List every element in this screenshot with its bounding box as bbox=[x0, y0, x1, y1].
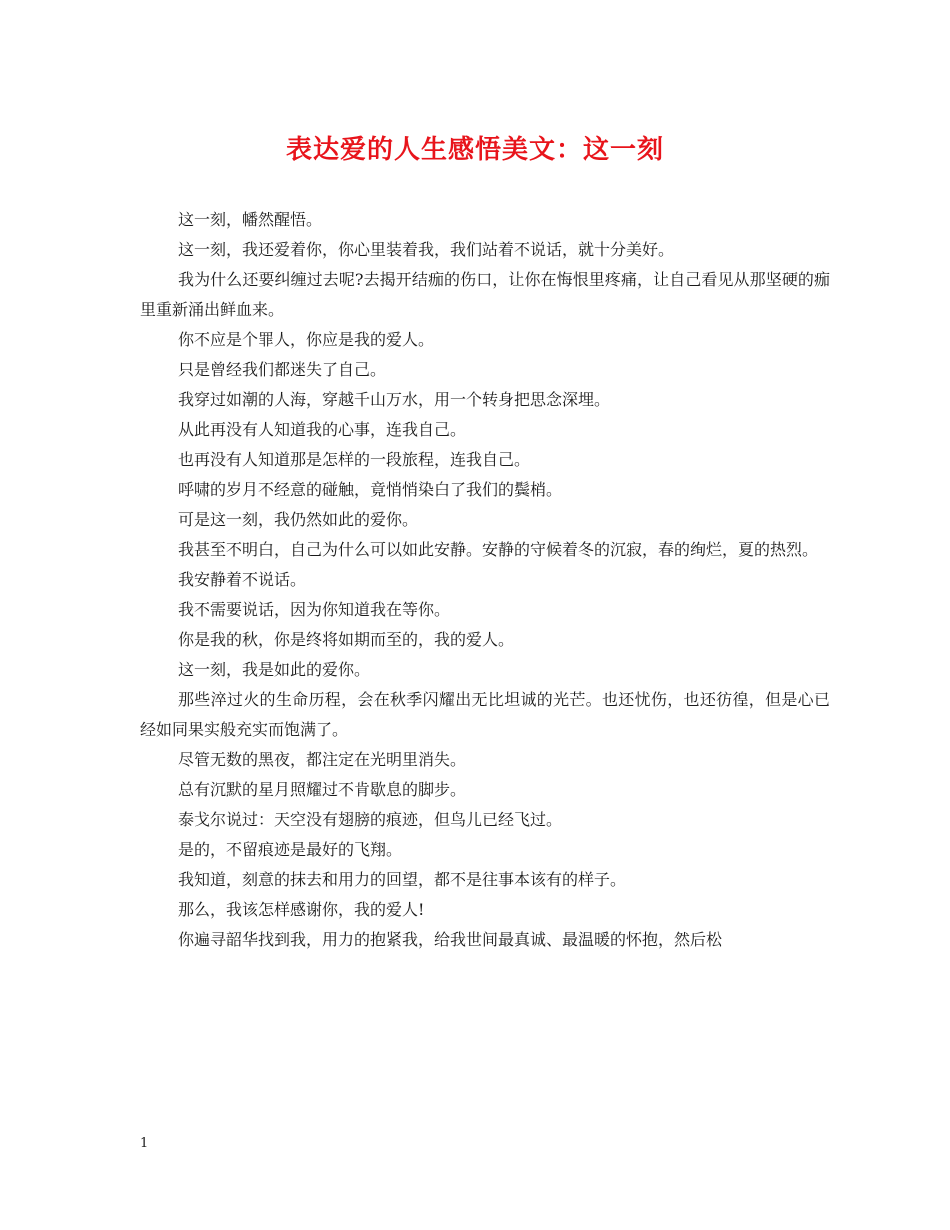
paragraph: 从此再没有人知道我的心事，连我自己。 bbox=[178, 420, 467, 439]
paragraph: 那么，我该怎样感谢你，我的爱人! bbox=[178, 900, 425, 919]
paragraph: 呼啸的岁月不经意的碰触，竟悄悄染白了我们的鬓梢。 bbox=[178, 480, 563, 499]
paragraph: 我不需要说话，因为你知道我在等你。 bbox=[178, 600, 451, 619]
paragraph: 你不应是个罪人，你应是我的爱人。 bbox=[178, 330, 435, 349]
paragraph: 是的，不留痕迹是最好的飞翔。 bbox=[178, 840, 403, 859]
paragraph: 那些淬过火的生命历程，会在秋季闪耀出无比坦诚的光芒。也还忧伤，也还彷徨，但是心已经如同果实般充实而饱满了。 bbox=[140, 690, 830, 739]
paragraph: 你是我的秋，你是终将如期而至的，我的爱人。 bbox=[178, 630, 515, 649]
paragraph: 尽管无数的黑夜，都注定在光明里消失。 bbox=[178, 750, 467, 769]
article-body bbox=[140, 205, 830, 955]
paragraph: 这一刻，我是如此的爱你。 bbox=[178, 660, 371, 679]
paragraph: 我安静着不说话。 bbox=[178, 570, 307, 589]
paragraph: 我穿过如潮的人海，穿越千山万水，用一个转身把思念深埋。 bbox=[178, 390, 611, 409]
paragraph: 我甚至不明白，自己为什么可以如此安静。安静的守候着冬的沉寂，春的绚烂，夏的热烈。 bbox=[178, 540, 819, 559]
paragraph: 只是曾经我们都迷失了自己。 bbox=[178, 360, 387, 379]
paragraph: 可是这一刻，我仍然如此的爱你。 bbox=[178, 510, 419, 529]
paragraph: 总有沉默的星月照耀过不肯歇息的脚步。 bbox=[178, 780, 467, 799]
paragraph: 我为什么还要纠缠过去呢?去揭开结痂的伤口，让你在悔恨里疼痛，让自己看见从那坚硬的痂里重新涌出鲜血来。 bbox=[140, 270, 830, 319]
paragraph: 这一刻，幡然醒悟。 bbox=[178, 210, 323, 229]
paragraph: 也再没有人知道那是怎样的一段旅程，连我自己。 bbox=[178, 450, 531, 469]
paragraph: 这一刻，我还爱着你，你心里装着我，我们站着不说话，就十分美好。 bbox=[178, 240, 675, 259]
page-number: 1 bbox=[140, 1136, 149, 1151]
paragraph: 你遍寻韶华找到我，用力的抱紧我，给我世间最真诚、最温暖的怀抱，然后松 bbox=[178, 930, 723, 949]
document-title: 表达爱的人生感悟美文：这一刻 bbox=[285, 135, 664, 165]
paragraph: 我知道，刻意的抹去和用力的回望，都不是往事本该有的样子。 bbox=[178, 870, 627, 889]
paragraph: 泰戈尔说过：天空没有翅膀的痕迹，但鸟儿已经飞过。 bbox=[178, 810, 563, 829]
